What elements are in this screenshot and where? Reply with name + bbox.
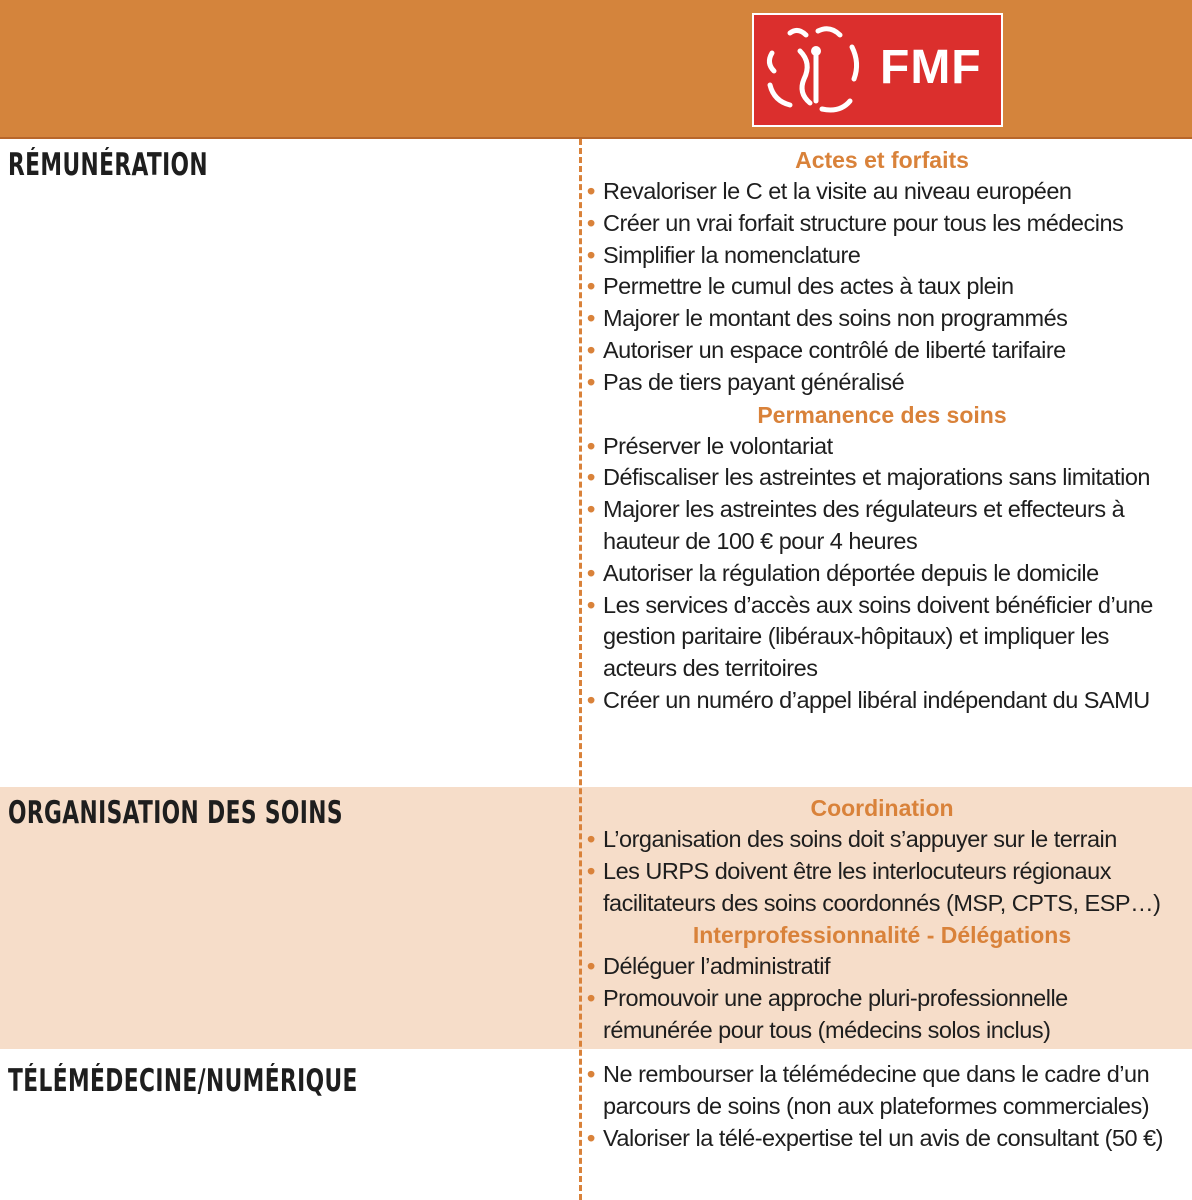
row-label-organisation: ORGANISATION DES SOINS bbox=[8, 795, 343, 831]
france-map-logo-icon bbox=[760, 23, 872, 119]
list-item: • Autoriser un espace contrôlé de liberté tarifaire bbox=[582, 335, 1182, 367]
list-item: • Valoriser la télé-expertise tel un avis de consultant (50 €) bbox=[582, 1123, 1182, 1155]
list-item: • Les URPS doivent être les interlocuteurs régionaux facilitateurs des soins coordonnés (MSP, CPTS, ESP…) bbox=[587, 857, 1161, 916]
list-item: • Créer un numéro d’appel libéral indépendant du SAMU bbox=[582, 685, 1182, 717]
bullet-icon: • bbox=[587, 273, 595, 300]
bullet-icon: • bbox=[587, 496, 595, 523]
bullet-icon: • bbox=[587, 464, 595, 491]
row-label-remuneration: RÉMUNÉRATION bbox=[8, 147, 209, 183]
bullet-icon: • bbox=[587, 953, 595, 980]
list-item: • Simplifier la nomenclature bbox=[582, 240, 1182, 272]
bullet-icon: • bbox=[587, 178, 595, 204]
bullet-icon: • bbox=[587, 241, 595, 268]
section-heading: Coordination bbox=[810, 795, 954, 821]
bullet-icon: • bbox=[587, 591, 595, 618]
list-item: • Promouvoir une approche pluri-professionnelle rémunérée pour tous (médecins solos inclus) bbox=[587, 985, 1068, 1043]
bullet-icon: • bbox=[587, 336, 595, 363]
section-heading: Permanence des soins bbox=[757, 401, 1007, 428]
list-item: • Déléguer l’administratif bbox=[582, 951, 1182, 983]
telemedecine-content bbox=[582, 1059, 1182, 1154]
bullet-icon: • bbox=[587, 826, 595, 852]
list-item: • L’organisation des soins doit s’appuyer sur le terrain bbox=[582, 824, 1182, 856]
row-separator bbox=[0, 1049, 1192, 1051]
list-item: • Pas de tiers payant généralisé bbox=[582, 367, 1182, 399]
section-heading: Interprofessionnalité - Délégations bbox=[692, 922, 1072, 949]
fmf-logo bbox=[752, 13, 1003, 127]
list-item: • Autoriser la régulation déportée depuis le domicile bbox=[582, 558, 1182, 590]
bullet-icon: • bbox=[587, 686, 595, 713]
section-heading: Actes et forfaits bbox=[795, 147, 969, 173]
bullet-icon: • bbox=[587, 985, 595, 1012]
list-item: • Majorer le montant des soins non programmés bbox=[582, 303, 1182, 335]
list-item: • Préserver le volontariat bbox=[582, 431, 1182, 463]
list-item: • Majorer les astreintes des régulateurs et effecteurs à hauteur de 100 € pour 4 heures bbox=[587, 496, 1125, 554]
list-item: • Ne rembourser la télémédecine que dans le cadre d’un parcours de soins (non aux plateformes commerciales) bbox=[587, 1061, 1150, 1119]
row-label-telemedecine: TÉLÉMÉDECINE/NUMÉRIQUE bbox=[8, 1063, 358, 1099]
bullet-icon: • bbox=[587, 1124, 595, 1151]
remuneration-content bbox=[582, 144, 1182, 717]
list-item: • Les services d’accès aux soins doivent bénéficier d’une gestion paritaire (libéraux-hôpitaux) et impliquer les acteurs des territoires bbox=[587, 591, 1153, 682]
header-band bbox=[0, 0, 1192, 137]
bullet-icon: • bbox=[587, 559, 595, 586]
bullet-icon: • bbox=[587, 1061, 595, 1087]
bullet-icon: • bbox=[587, 432, 595, 459]
organisation-content bbox=[582, 792, 1182, 1047]
list-item: • Revaloriser le C et la visite au niveau européen bbox=[582, 176, 1182, 208]
bullet-icon: • bbox=[587, 209, 595, 236]
bullet-icon: • bbox=[587, 368, 595, 395]
bullet-icon: • bbox=[587, 305, 595, 332]
list-item: • Permettre le cumul des actes à taux plein bbox=[582, 271, 1182, 303]
list-item: • Défiscaliser les astreintes et majorations sans limitation bbox=[582, 462, 1182, 494]
list-item: • Créer un vrai forfait structure pour tous les médecins bbox=[582, 208, 1182, 240]
logo-text: FMF bbox=[880, 41, 982, 94]
bullet-icon: • bbox=[587, 857, 595, 884]
